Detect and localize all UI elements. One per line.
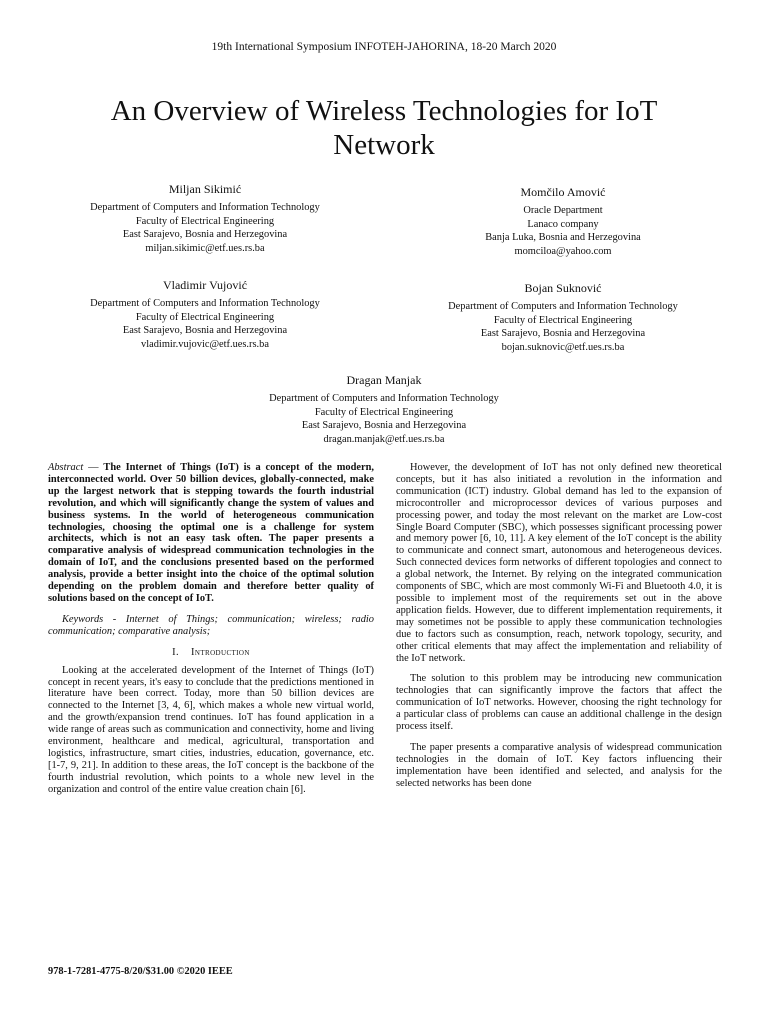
right-column [396,462,722,799]
abstract [48,462,374,605]
author-name: Bojan Suknović [524,281,602,295]
author-name: Dragan Manjak [346,373,422,387]
author-affiliation-line: East Sarajevo, Bosnia and Herzegovina [122,229,288,241]
author-email: dragan.manjak@etf.ues.rs.ba [323,434,445,446]
keywords: Keywords - Internet of Things; communication; wireless; radio communication; comparative analysis; [48,613,374,637]
author-block [402,282,724,355]
copyright-footer: 978-1-7281-4775-8/20/$31.00 ©2020 IEEE [48,966,233,977]
author-affiliation-line: Faculty of Electrical Engineering [135,311,275,323]
author-affiliation-line: Faculty of Electrical Engineering [314,406,454,418]
author-name: Miljan Sikimić [168,182,242,196]
author-block [44,279,366,352]
body-paragraph: The paper presents a comparative analysis of widespread communication technologies in the domain of IoT. Key factors influencing their implementation have been identified and selected, and analysis for the selected networks has been done [396,741,722,789]
author-affiliation-line: Department of Computers and Information Technology [90,201,320,213]
author-name: Vladimir Vujović [162,278,248,292]
author-email: momciloa@yahoo.com [514,246,612,258]
author-affiliation-line: Banja Luka, Bosnia and Herzegovina [485,232,641,244]
author-affiliation-line: East Sarajevo, Bosnia and Herzegovina [122,325,288,337]
author-block [44,183,366,256]
author-affiliation-line: Department of Computers and Information Technology [448,300,678,312]
section-heading [48,647,374,659]
body-paragraph: However, the development of IoT has not only defined new theoretical concepts, but it has also initiated a revolution in the information and communication (ICT) industry. Global demand has led to the expansion of microcontroller and microprocessor devices of various purposes and processing power, and today the most relevant on the market are Low-cost Single Board Computer (SBC), which possesses significant processing power and memory power [6, 10, 11]. A key element of the IoT concept is the ability to communicate and connect smart, autonomous and heterogeneous devices. Such connected devices form networks of different topologies and connect to a global network, the Internet. By relying on the integrated communication components of SBC, which are most commonly Wi-Fi and Bluetooth 4.0, it is possible to implement most of the requirements set out in the above application fields. However, due to different implementation requirements, it may sometimes not be possible to apply these communication technologies due to factors such as consumption, reach, network topology, security, and other critical elements that may affect the implementation and reliability of the IoT network. [396,462,722,664]
section-title: Introduction [191,646,250,658]
author-email: miljan.sikimic@etf.ues.rs.ba [145,243,265,255]
author-block [223,374,545,447]
left-column [48,462,374,805]
author-block [402,186,724,259]
section-number: I. [172,646,180,658]
author-affiliation-line: Lanaco company [527,218,599,230]
author-affiliation-line: Department of Computers and Information Technology [90,297,320,309]
author-affiliation-line: East Sarajevo, Bosnia and Herzegovina [480,328,646,340]
intro-paragraph: Looking at the accelerated development of the Internet of Things (IoT) concept in recent years, it's easy to conclude that the predictions mentioned in literature have been correct. Today, more than 50 billion devices are connected to the Internet [3, 4, 6], which makes a whole new virtual world, and the growth/expansion trend continues. IoT has found application in a wide range of areas such as communication and connectivity, home and living environment, healthcare and medical, agricultural, transportation and logistics, infrastructure, smart cities, industries, education, governance, etc. [1-7, 9, 21]. In addition to these areas, the IoT concept is the backbone of the fourth industrial revolution, which points to a whole new level in the organization and control of the entire value creation chain [6]. [48,664,374,795]
author-email: vladimir.vujovic@etf.ues.rs.ba [141,339,269,351]
conference-header: 19th International Symposium INFOTEH-JAHORINA, 18-20 March 2020 [211,41,557,53]
author-name: Momčilo Amović [520,185,606,199]
abstract-dash: — [83,462,104,473]
author-affiliation-line: Faculty of Electrical Engineering [493,314,633,326]
abstract-label: Abstract [48,462,84,473]
author-affiliation-line: Faculty of Electrical Engineering [135,215,275,227]
author-affiliation-line: Department of Computers and Information Technology [269,392,499,404]
body-paragraph: The solution to this problem may be introducing new communication technologies that can significantly improve the factors that affect the communication of IoT networks. However, choosing the right technology for a particular class of problems can cause an additional challenge in the design process itself. [396,673,722,733]
author-affiliation-line: Oracle Department [523,204,603,216]
author-email: bojan.suknovic@etf.ues.rs.ba [501,342,625,354]
paper-title: An Overview of Wireless Technologies for IoT Network [110,95,658,161]
author-affiliation-line: East Sarajevo, Bosnia and Herzegovina [301,420,467,432]
abstract-text: The Internet of Things (IoT) is a concept of the modern, interconnected world. Over 50 billion devices, globally-connected, make up the largest network that is stepping towards the fourth industrial revolution, and which will significantly change the system of values and business systems. In the world of heterogeneous communication technologies, choosing the optimal one is a challenge for system architects, which is not an easy task often. The paper presents a comparative analysis of widespread communication technologies in the domain of IoT, and the conclusions presented based on the performed analysis, provide a better insight into the choice of the optimal solution depending on the problem domain and therefore better quality of solutions based on the concept of IoT. [48,462,374,604]
